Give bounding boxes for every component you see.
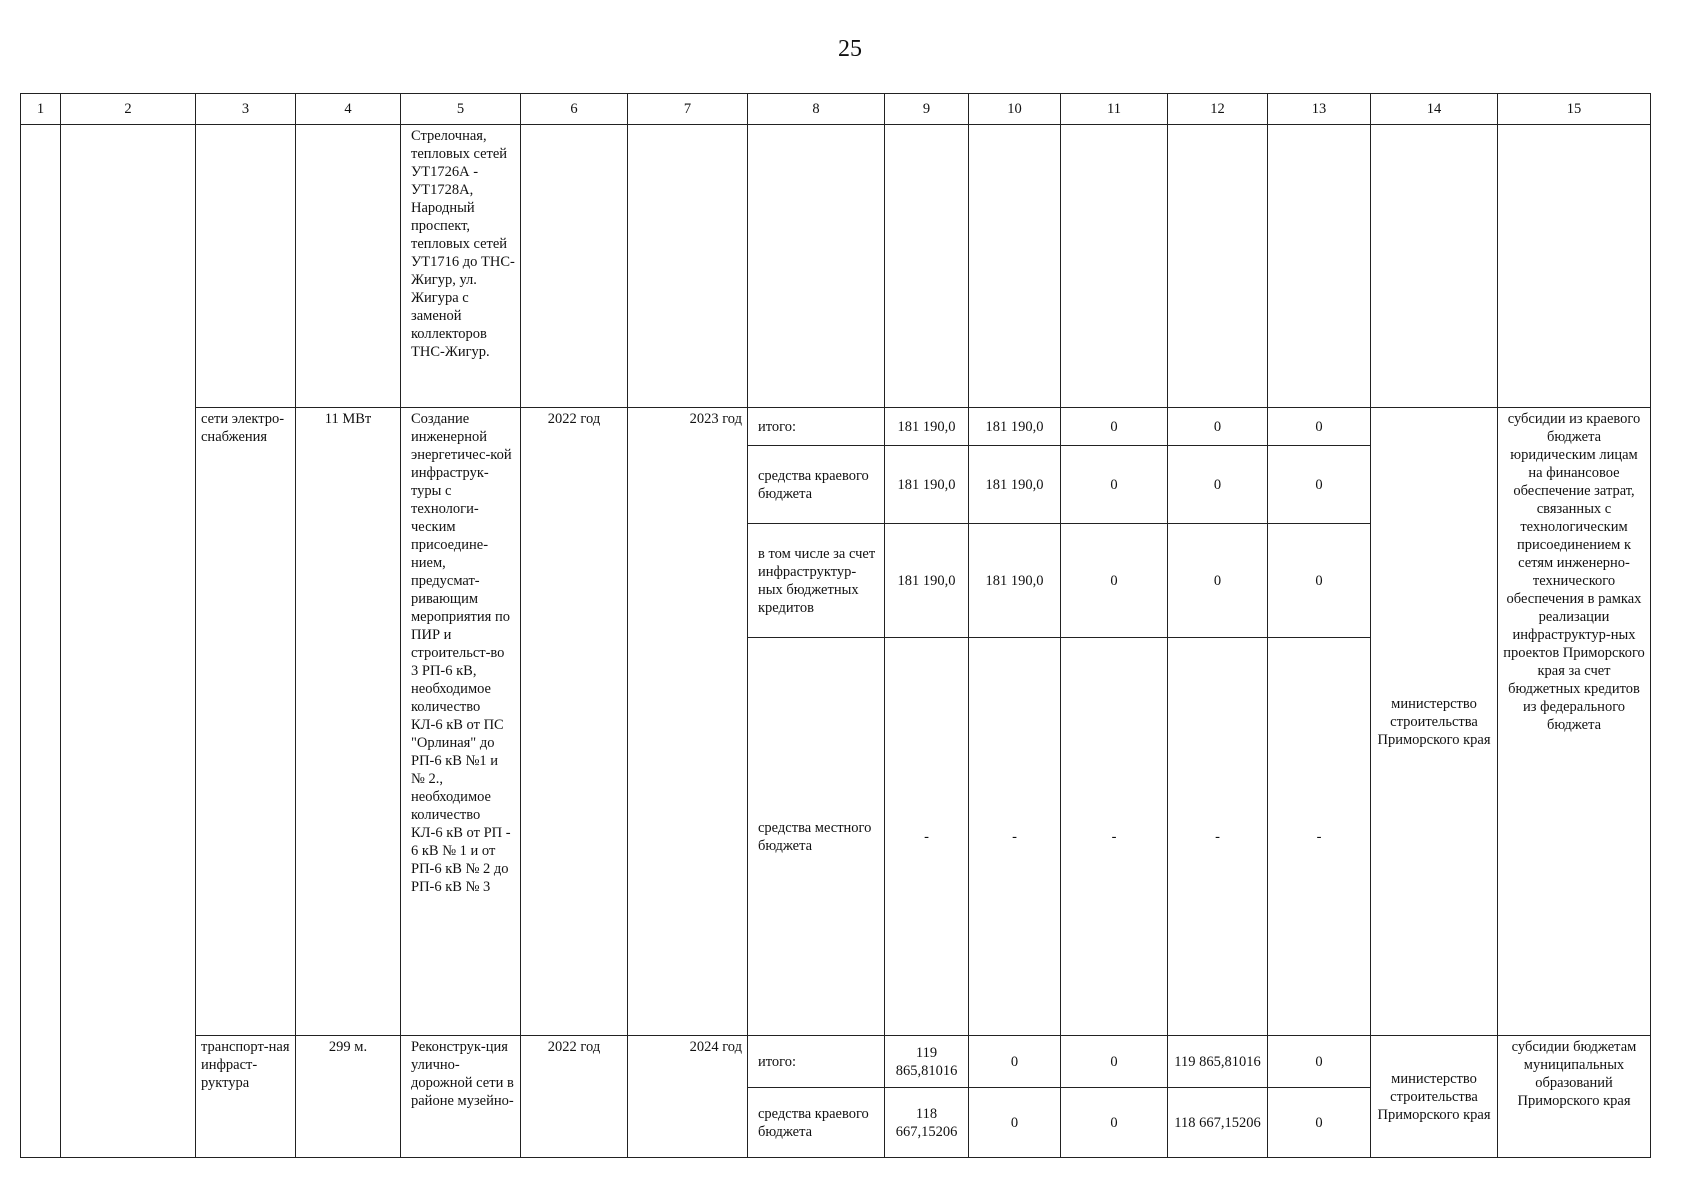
- transport-executor: министерство строительства Приморского края: [1371, 1036, 1498, 1158]
- transport-mechanism: субсидии бюджетам муниципальных образований Приморского края: [1498, 1036, 1651, 1158]
- value-total: 181 190,0: [885, 446, 969, 524]
- transport-end-year: 2024 год: [628, 1036, 748, 1158]
- cell-empty: [969, 125, 1061, 408]
- value-cell: 0: [1061, 408, 1168, 446]
- value-cell: 119 865,81016: [1168, 1036, 1268, 1088]
- transport-type: транспорт-ная инфраст-руктура: [196, 1036, 296, 1158]
- value-total: 118 667,15206: [885, 1088, 969, 1158]
- value-cell: 0: [1268, 524, 1371, 638]
- source-label: в том числе за счет инфраструктур-ных бюджетных кредитов: [748, 524, 885, 638]
- transport-capacity: 299 м.: [296, 1036, 401, 1158]
- heat-description: Стрелочная, тепловых сетей УТ1726А - УТ1728А, Народный проспект, тепловых сетей УТ1716 до ТНС-Жигур, ул. Жигура с заменой коллекторов ТНС-Жигур.: [401, 125, 521, 408]
- cell-empty: [885, 125, 969, 408]
- column-header: 4: [296, 94, 401, 125]
- value-cell: -: [1268, 638, 1371, 1036]
- source-label: итого:: [748, 1036, 885, 1088]
- power-capacity: 11 МВт: [296, 408, 401, 1036]
- power-description: Создание инженерной энергетичес-кой инфраструк-туры с технологи-ческим присоедине-нием, предусмат-ривающим мероприятия по ПИР и строительст-во 3 РП-6 кВ, необходимое количество КЛ-6 кВ от ПС "Орлиная" до РП-6 кВ №1 и № 2., необходимое количество КЛ-6 кВ от РП - 6 кВ № 1 и от РП-6 кВ № 2 до РП-6 кВ № 3: [401, 408, 521, 1036]
- column-header: 8: [748, 94, 885, 125]
- column-numbers-row: [21, 94, 1651, 125]
- value-cell: 0: [1168, 408, 1268, 446]
- column-header: 2: [61, 94, 196, 125]
- column-header: 3: [196, 94, 296, 125]
- value-cell: 0: [1061, 524, 1168, 638]
- value-total: 181 190,0: [885, 408, 969, 446]
- cell-empty: [1498, 125, 1651, 408]
- value-cell: 0: [1168, 524, 1268, 638]
- cell-empty: [521, 125, 628, 408]
- value-total: 119 865,81016: [885, 1036, 969, 1088]
- column-header: 15: [1498, 94, 1651, 125]
- power-mechanism: субсидии из краевого бюджета юридическим лицам на финансовое обеспечение затрат, связанных с технологическим присоединением к сетям инженерно-технического обеспечения в рамках реализации инфраструктур-ных проектов Приморского края за счет бюджетных кредитов из федерального бюджета: [1498, 408, 1651, 1036]
- value-cell: -: [1168, 638, 1268, 1036]
- program-table: [20, 93, 1651, 1158]
- column-header: 14: [1371, 94, 1498, 125]
- column-header: 6: [521, 94, 628, 125]
- source-label: итого:: [748, 408, 885, 446]
- cell-empty: [1168, 125, 1268, 408]
- page-number: 25: [838, 36, 862, 62]
- power-executor: министерство строительства Приморского края: [1371, 408, 1498, 1036]
- source-label: средства краевого бюджета: [748, 1088, 885, 1158]
- value-cell: 0: [1268, 1036, 1371, 1088]
- table-row: [21, 1036, 1651, 1088]
- value-cell: -: [1061, 638, 1168, 1036]
- column-header: 1: [21, 94, 61, 125]
- value-cell: 0: [969, 1036, 1061, 1088]
- cell-col1-empty: [21, 125, 61, 1158]
- column-header: 9: [885, 94, 969, 125]
- source-label: средства краевого бюджета: [748, 446, 885, 524]
- cell-empty: [1371, 125, 1498, 408]
- power-start-year: 2022 год: [521, 408, 628, 1036]
- value-cell: 0: [1268, 408, 1371, 446]
- cell-empty: [196, 125, 296, 408]
- column-header: 11: [1061, 94, 1168, 125]
- source-label: средства местного бюджета: [748, 638, 885, 1036]
- cell-col2-empty: [61, 125, 196, 1158]
- column-header: 10: [969, 94, 1061, 125]
- value-cell: 0: [1061, 1088, 1168, 1158]
- transport-start-year: 2022 год: [521, 1036, 628, 1158]
- column-header: 13: [1268, 94, 1371, 125]
- value-cell: 0: [1268, 446, 1371, 524]
- value-cell: 0: [1168, 446, 1268, 524]
- value-cell: 181 190,0: [969, 446, 1061, 524]
- cell-empty: [296, 125, 401, 408]
- value-total: -: [885, 638, 969, 1036]
- column-header: 12: [1168, 94, 1268, 125]
- power-end-year: 2023 год: [628, 408, 748, 1036]
- cell-empty: [1061, 125, 1168, 408]
- cell-empty: [748, 125, 885, 408]
- value-cell: 0: [1061, 1036, 1168, 1088]
- column-header: 5: [401, 94, 521, 125]
- table-row: [21, 408, 1651, 446]
- cell-empty: [1268, 125, 1371, 408]
- value-cell: 181 190,0: [969, 408, 1061, 446]
- power-type: сети электро-снабжения: [196, 408, 296, 1036]
- table-row: [21, 125, 1651, 408]
- value-cell: 0: [1268, 1088, 1371, 1158]
- value-cell: 118 667,15206: [1168, 1088, 1268, 1158]
- value-cell: 0: [1061, 446, 1168, 524]
- value-cell: 0: [969, 1088, 1061, 1158]
- transport-description: Реконструк-ция улично-дорожной сети в районе музейно-: [401, 1036, 521, 1158]
- cell-empty: [628, 125, 748, 408]
- value-cell: 181 190,0: [969, 524, 1061, 638]
- value-cell: -: [969, 638, 1061, 1036]
- column-header: 7: [628, 94, 748, 125]
- value-total: 181 190,0: [885, 524, 969, 638]
